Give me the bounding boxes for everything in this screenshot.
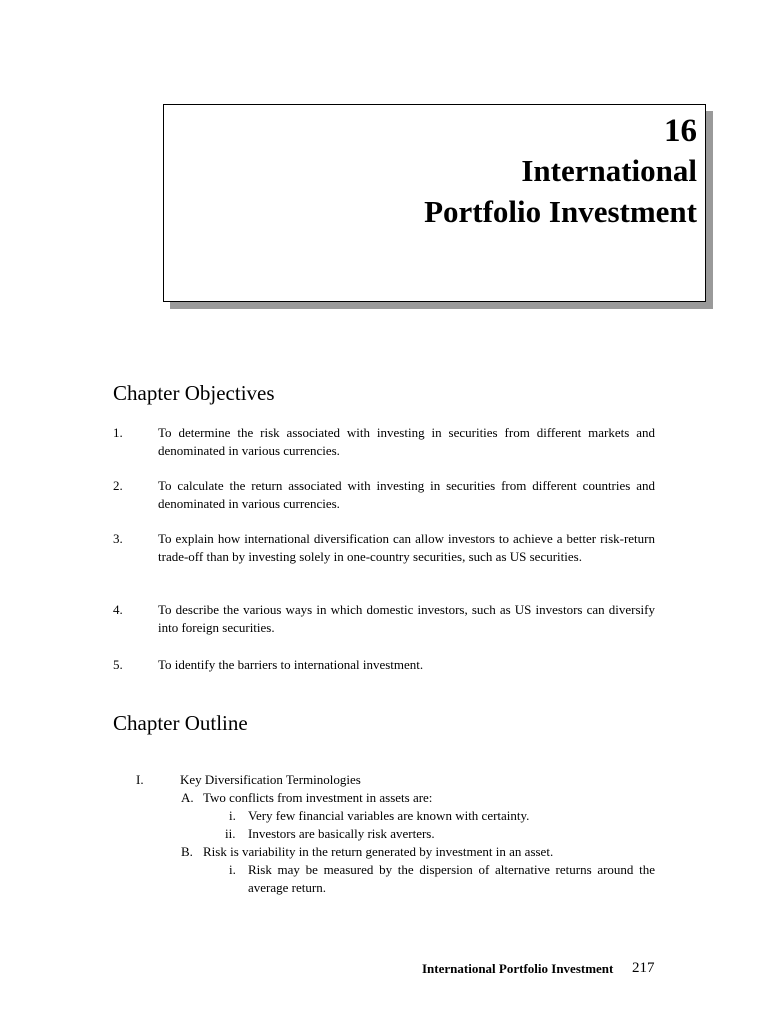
outline-subitem-text: Investors are basically risk averters.: [248, 826, 435, 841]
objective-number: 4.: [113, 602, 123, 617]
objective-text: To determine the risk associated with investing in securities from different markets and denominated in various currencies.: [158, 425, 655, 458]
outline-subitem-marker: ii.: [225, 826, 236, 841]
objective-text: To calculate the return associated with investing in securities from different countries and denominated in various currencies.: [158, 478, 655, 511]
outline-item-text: Two conflicts from investment in assets are:: [203, 790, 433, 805]
outline-subitem-marker: i.: [229, 808, 236, 823]
footer-title: International Portfolio Investment: [422, 961, 614, 976]
outline-item-label: B.: [181, 844, 193, 859]
objective-text: To describe the various ways in which domestic investors, such as US investors can diversify into foreign securities.: [158, 602, 655, 635]
outline-heading: Chapter Outline: [113, 711, 248, 735]
objective-number: 2.: [113, 478, 123, 493]
objectives-heading: Chapter Objectives: [113, 381, 275, 405]
objective-number: 1.: [113, 425, 123, 440]
objective-number: 3.: [113, 531, 123, 546]
chapter-title-box: [163, 104, 706, 302]
chapter-title-line1: International: [521, 153, 697, 188]
chapter-title-line2: Portfolio Investment: [424, 194, 697, 229]
outline-subitem-text: Risk may be measured by the dispersion of alternative returns around the average return.: [248, 862, 655, 895]
objective-number: 5.: [113, 657, 123, 672]
outline-item-label: A.: [181, 790, 194, 805]
outline-section-title: Key Diversification Terminologies: [180, 772, 361, 787]
chapter-number: 16: [664, 113, 697, 149]
outline-subitem-marker: i.: [229, 862, 236, 877]
outline-subitem-text: Very few financial variables are known with certainty.: [248, 808, 530, 823]
objective-text: To identify the barriers to international investment.: [158, 657, 424, 672]
outline-section-marker: I.: [136, 772, 144, 787]
objective-text: To explain how international diversification can allow investors to achieve a better risk-return trade-off than by investing solely in one-country securities, such as US securities.: [158, 531, 655, 564]
outline-item-text: Risk is variability in the return generated by investment in an asset.: [203, 844, 554, 859]
page-number: 217: [632, 960, 655, 976]
